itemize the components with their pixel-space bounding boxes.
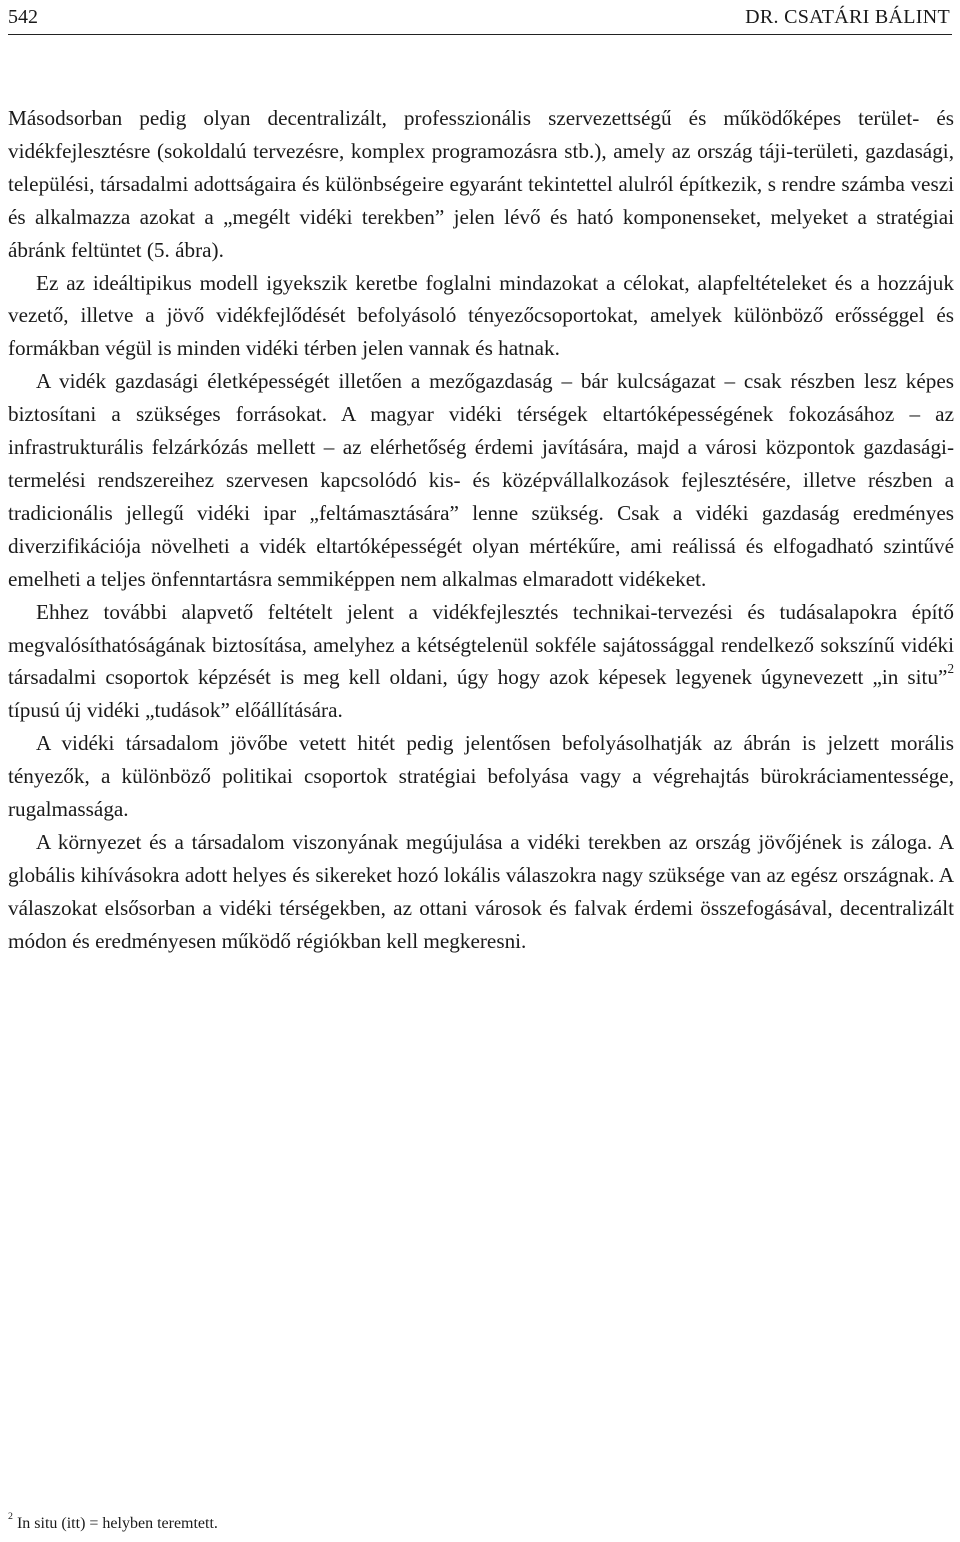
running-head-author: DR. CSATÁRI BÁLINT	[745, 6, 950, 28]
paragraph-3: A vidék gazdasági életképességét illetően a mezőgazdaság – bár kulcságazat – csak részben lesz képes biztosítani a szükséges forrásokat. A magyar vidéki térségek eltartóképességének fokozásához – az infrastrukturális felzárkózás mellett – az elérhetőség érdemi javítására, majd a városi központok gazdasági-termelési rendszereihez szervesen kapcsolódó kis- és középvállalkozások fejlesztésére, illetve részben a tradicionális jellegű vidéki ipar „feltámasztására” lenne szükség. Csak a vidéki gazdaság eredményes diverzifikációja növelheti a vidék eltartóképességét olyan mértékűre, ami reálissá és elfogadható szintűvé emelheti a teljes önfenntartásra semmiképpen nem alkalmas elmaradott vidékeket.	[8, 369, 954, 591]
footnote	[8, 1511, 218, 1533]
paragraph-5: A vidéki társadalom jövőbe vetett hitét pedig jelentősen befolyásolhatják az ábrán is jelzett morális tényezők, a különböző politikai csoportok stratégiai befolyása vagy a végrehajtás bürokráciamentessége, rugalmassága.	[8, 731, 954, 822]
footnote-number: 2	[8, 1511, 13, 1523]
page-number: 542	[8, 6, 38, 28]
body-text	[8, 102, 954, 958]
paragraph-2: Ez az ideáltipikus modell igyekszik keretbe foglalni mindazokat a célokat, alapfeltételeket és a hozzájuk vezető, illetve a jövő vidékfejlődését befolyásoló tényezőcsoportokat, amelyek különböző erősséggel és formákban végül is minden vidéki térben jelen vannak és hatnak.	[8, 270, 954, 361]
paragraph-4	[8, 596, 954, 728]
footnote-reference: 2	[947, 661, 954, 677]
paragraph-4-text-after: típusú új vidéki „tudások” előállítására.	[8, 698, 343, 723]
paragraph-1: Másodsorban pedig olyan decentralizált, professzionális szervezettségű és működőképes terület- és vidékfejlesztésre (sokoldalú tervezésre, komplex programozásra stb.), amely az ország táji-területi, gazdasági, települési, társadalmi adottságaira és különbségeire egyaránt tekintettel alulról építkezik, s rendre számba veszi és alkalmazza azokat a „megélt vidéki terekben” jelen lévő és ható komponenseket, melyeket a stratégiai ábránk feltüntet (5. ábra).	[8, 106, 954, 262]
footnote-text: In situ (itt) = helyben teremtett.	[12, 1515, 218, 1532]
paragraph-4-text-before: Ehhez további alapvető feltételt jelent a vidékfejlesztés technikai-tervezési és tudásalapokra építő megvalósíthatóságának biztosítása, amelyhez a kétségtelenül sokféle sajátossággal rendelkező sokszínű vidéki társadalmi csoportok képzését is meg kell oldani, úgy hogy azok képesek legyenek úgynevezett „in situ”	[8, 599, 954, 690]
paragraph-6: A környezet és a társadalom viszonyának megújulása a vidéki terekben az ország jövőjének is záloga. A globális kihívásokra adott helyes és sikereket hozó lokális válaszokra nagy szüksége van az egész országnak. A válaszokat elsősorban a vidéki térségekben, az ottani városok és falvak érdemi összefogásával, decentralizált módon és eredményesen működő régiókban kell megkeresni.	[8, 829, 954, 953]
page-header	[8, 0, 952, 35]
